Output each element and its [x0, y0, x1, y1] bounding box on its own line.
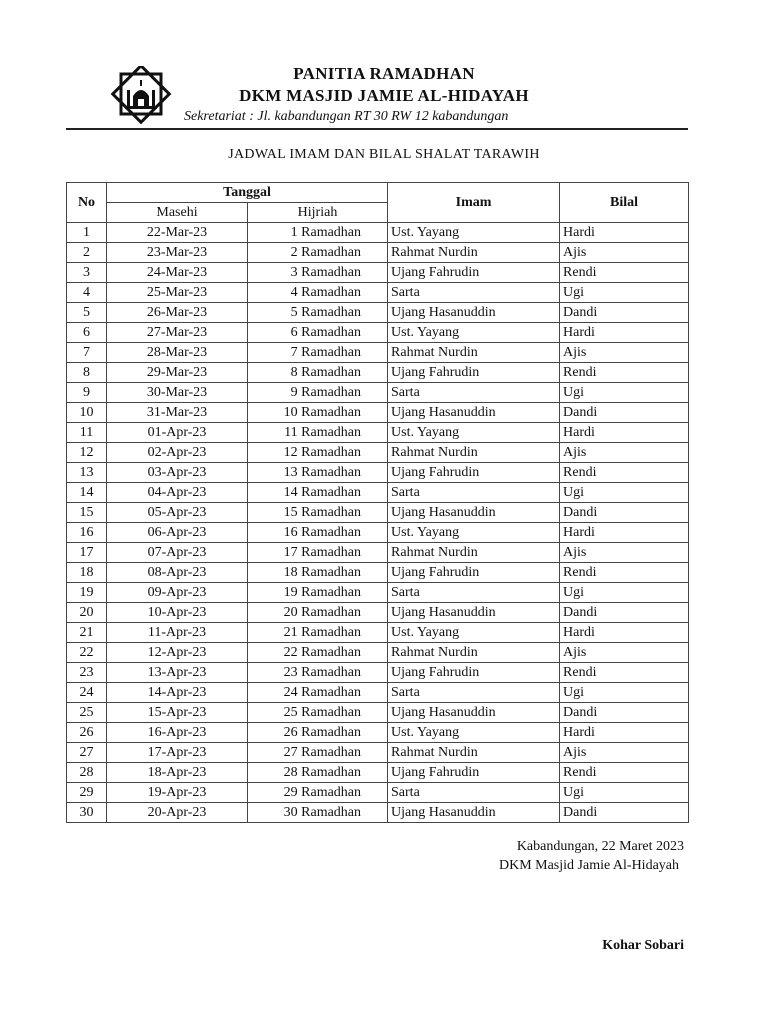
cell-masehi: 14-Apr-23: [107, 683, 248, 703]
header-imam: Imam: [388, 183, 560, 223]
cell-no: 7: [67, 343, 107, 363]
cell-masehi: 09-Apr-23: [107, 583, 248, 603]
header-no: No: [67, 183, 107, 223]
cell-bilal: Rendi: [560, 363, 689, 383]
cell-bilal: Ajis: [560, 643, 689, 663]
cell-hijriah: 18 Ramadhan: [248, 563, 388, 583]
cell-hijriah: 16 Ramadhan: [248, 523, 388, 543]
cell-hijriah: 8 Ramadhan: [248, 363, 388, 383]
cell-hijriah: 25 Ramadhan: [248, 703, 388, 723]
cell-bilal: Dandi: [560, 303, 689, 323]
cell-bilal: Hardi: [560, 723, 689, 743]
cell-masehi: 11-Apr-23: [107, 623, 248, 643]
cell-imam: Ujang Hasanuddin: [388, 303, 560, 323]
table-row: [67, 463, 689, 483]
table-row: [67, 663, 689, 683]
table-row: [67, 803, 689, 823]
cell-hijriah: 4 Ramadhan: [248, 283, 388, 303]
cell-masehi: 13-Apr-23: [107, 663, 248, 683]
mosque-name: DKM MASJID JAMIE AL-HIDAYAH: [239, 86, 529, 105]
cell-hijriah: 6 Ramadhan: [248, 323, 388, 343]
cell-imam: Sarta: [388, 483, 560, 503]
cell-hijriah: 3 Ramadhan: [248, 263, 388, 283]
cell-bilal: Hardi: [560, 623, 689, 643]
table-row: [67, 263, 689, 283]
cell-imam: Rahmat Nurdin: [388, 343, 560, 363]
cell-hijriah: 20 Ramadhan: [248, 603, 388, 623]
table-row: [67, 403, 689, 423]
cell-bilal: Hardi: [560, 323, 689, 343]
cell-bilal: Hardi: [560, 223, 689, 243]
cell-no: 19: [67, 583, 107, 603]
cell-bilal: Ajis: [560, 243, 689, 263]
cell-imam: Rahmat Nurdin: [388, 643, 560, 663]
cell-masehi: 29-Mar-23: [107, 363, 248, 383]
table-row: [67, 723, 689, 743]
cell-hijriah: 10 Ramadhan: [248, 403, 388, 423]
cell-hijriah: 17 Ramadhan: [248, 543, 388, 563]
cell-no: 20: [67, 603, 107, 623]
header-tanggal: Tanggal: [107, 183, 388, 203]
table-row: [67, 623, 689, 643]
cell-bilal: Dandi: [560, 703, 689, 723]
cell-imam: Ust. Yayang: [388, 223, 560, 243]
cell-hijriah: 30 Ramadhan: [248, 803, 388, 823]
cell-imam: Ujang Fahrudin: [388, 463, 560, 483]
cell-bilal: Ugi: [560, 683, 689, 703]
cell-bilal: Ajis: [560, 743, 689, 763]
cell-masehi: 17-Apr-23: [107, 743, 248, 763]
cell-masehi: 27-Mar-23: [107, 323, 248, 343]
cell-hijriah: 11 Ramadhan: [248, 423, 388, 443]
table-row: [67, 503, 689, 523]
table-row: [67, 563, 689, 583]
cell-imam: Ujang Hasanuddin: [388, 503, 560, 523]
header-hijriah: Hijriah: [248, 203, 388, 223]
schedule-table: [66, 182, 689, 823]
cell-bilal: Dandi: [560, 503, 689, 523]
cell-hijriah: 27 Ramadhan: [248, 743, 388, 763]
cell-no: 11: [67, 423, 107, 443]
cell-masehi: 25-Mar-23: [107, 283, 248, 303]
cell-imam: Rahmat Nurdin: [388, 743, 560, 763]
cell-no: 21: [67, 623, 107, 643]
cell-masehi: 04-Apr-23: [107, 483, 248, 503]
table-row: [67, 363, 689, 383]
cell-masehi: 26-Mar-23: [107, 303, 248, 323]
committee-title: PANITIA RAMADHAN: [293, 64, 475, 83]
cell-bilal: Ugi: [560, 783, 689, 803]
cell-no: 2: [67, 243, 107, 263]
cell-no: 1: [67, 223, 107, 243]
cell-hijriah: 21 Ramadhan: [248, 623, 388, 643]
table-row: [67, 543, 689, 563]
cell-imam: Ujang Fahrudin: [388, 763, 560, 783]
cell-masehi: 28-Mar-23: [107, 343, 248, 363]
cell-no: 23: [67, 663, 107, 683]
cell-bilal: Dandi: [560, 803, 689, 823]
table-row: [67, 243, 689, 263]
cell-bilal: Rendi: [560, 763, 689, 783]
table-row: [67, 443, 689, 463]
cell-hijriah: 19 Ramadhan: [248, 583, 388, 603]
cell-masehi: 12-Apr-23: [107, 643, 248, 663]
cell-masehi: 19-Apr-23: [107, 783, 248, 803]
document-title: JADWAL IMAM DAN BILAL SHALAT TARAWIH: [228, 147, 540, 162]
cell-imam: Ust. Yayang: [388, 323, 560, 343]
cell-bilal: Rendi: [560, 263, 689, 283]
cell-no: 25: [67, 703, 107, 723]
cell-imam: Ujang Fahrudin: [388, 563, 560, 583]
table-row: [67, 343, 689, 363]
cell-hijriah: 22 Ramadhan: [248, 643, 388, 663]
signer-name: Kohar Sobari: [602, 938, 684, 953]
cell-hijriah: 9 Ramadhan: [248, 383, 388, 403]
cell-imam: Ujang Hasanuddin: [388, 603, 560, 623]
cell-no: 28: [67, 763, 107, 783]
cell-bilal: Hardi: [560, 423, 689, 443]
cell-bilal: Rendi: [560, 563, 689, 583]
cell-imam: Rahmat Nurdin: [388, 543, 560, 563]
header-divider: [66, 128, 688, 130]
cell-imam: Sarta: [388, 583, 560, 603]
cell-hijriah: 2 Ramadhan: [248, 243, 388, 263]
cell-masehi: 23-Mar-23: [107, 243, 248, 263]
cell-no: 3: [67, 263, 107, 283]
cell-no: 9: [67, 383, 107, 403]
cell-masehi: 06-Apr-23: [107, 523, 248, 543]
cell-masehi: 31-Mar-23: [107, 403, 248, 423]
cell-imam: Ust. Yayang: [388, 523, 560, 543]
cell-bilal: Ugi: [560, 383, 689, 403]
cell-bilal: Ajis: [560, 543, 689, 563]
cell-hijriah: 14 Ramadhan: [248, 483, 388, 503]
cell-bilal: Dandi: [560, 603, 689, 623]
cell-hijriah: 5 Ramadhan: [248, 303, 388, 323]
table-row: [67, 683, 689, 703]
cell-masehi: 03-Apr-23: [107, 463, 248, 483]
cell-imam: Ust. Yayang: [388, 423, 560, 443]
table-row: [67, 303, 689, 323]
cell-no: 4: [67, 283, 107, 303]
table-row: [67, 603, 689, 623]
table-row: [67, 703, 689, 723]
cell-no: 15: [67, 503, 107, 523]
cell-masehi: 22-Mar-23: [107, 223, 248, 243]
cell-no: 24: [67, 683, 107, 703]
cell-masehi: 10-Apr-23: [107, 603, 248, 623]
table-row: [67, 323, 689, 343]
cell-masehi: 16-Apr-23: [107, 723, 248, 743]
cell-bilal: Ugi: [560, 283, 689, 303]
cell-hijriah: 28 Ramadhan: [248, 763, 388, 783]
cell-masehi: 02-Apr-23: [107, 443, 248, 463]
cell-imam: Ujang Fahrudin: [388, 263, 560, 283]
cell-no: 29: [67, 783, 107, 803]
cell-bilal: Ajis: [560, 343, 689, 363]
table-row: [67, 283, 689, 303]
place-date: Kabandungan, 22 Maret 2023: [516, 839, 684, 854]
cell-no: 13: [67, 463, 107, 483]
cell-no: 18: [67, 563, 107, 583]
cell-hijriah: 24 Ramadhan: [248, 683, 388, 703]
cell-masehi: 30-Mar-23: [107, 383, 248, 403]
cell-no: 5: [67, 303, 107, 323]
organization-name: DKM Masjid Jamie Al-Hidayah: [498, 858, 679, 873]
cell-hijriah: 12 Ramadhan: [248, 443, 388, 463]
cell-no: 12: [67, 443, 107, 463]
table-row: [67, 743, 689, 763]
table-row: [67, 583, 689, 603]
cell-imam: Ust. Yayang: [388, 623, 560, 643]
cell-imam: Sarta: [388, 383, 560, 403]
cell-no: 17: [67, 543, 107, 563]
cell-hijriah: 23 Ramadhan: [248, 663, 388, 683]
cell-bilal: Dandi: [560, 403, 689, 423]
cell-hijriah: 15 Ramadhan: [248, 503, 388, 523]
table-row: [67, 383, 689, 403]
cell-masehi: 01-Apr-23: [107, 423, 248, 443]
cell-masehi: 07-Apr-23: [107, 543, 248, 563]
cell-imam: Ujang Hasanuddin: [388, 703, 560, 723]
table-row: [67, 763, 689, 783]
cell-bilal: Rendi: [560, 463, 689, 483]
cell-imam: Rahmat Nurdin: [388, 243, 560, 263]
cell-imam: Ujang Hasanuddin: [388, 803, 560, 823]
cell-no: 30: [67, 803, 107, 823]
cell-no: 8: [67, 363, 107, 383]
cell-hijriah: 29 Ramadhan: [248, 783, 388, 803]
cell-no: 6: [67, 323, 107, 343]
cell-imam: Ujang Hasanuddin: [388, 403, 560, 423]
secretariat-address: Sekretariat : Jl. kabandungan RT 30 RW 12 kabandungan: [184, 109, 509, 124]
cell-hijriah: 7 Ramadhan: [248, 343, 388, 363]
header-masehi: Masehi: [107, 203, 248, 223]
cell-hijriah: 13 Ramadhan: [248, 463, 388, 483]
cell-no: 10: [67, 403, 107, 423]
cell-bilal: Ugi: [560, 583, 689, 603]
table-row: [67, 783, 689, 803]
cell-masehi: 05-Apr-23: [107, 503, 248, 523]
cell-no: 26: [67, 723, 107, 743]
cell-bilal: Rendi: [560, 663, 689, 683]
cell-masehi: 24-Mar-23: [107, 263, 248, 283]
cell-no: 27: [67, 743, 107, 763]
cell-masehi: 20-Apr-23: [107, 803, 248, 823]
cell-hijriah: 26 Ramadhan: [248, 723, 388, 743]
cell-imam: Sarta: [388, 683, 560, 703]
table-row: [67, 483, 689, 503]
cell-imam: Sarta: [388, 783, 560, 803]
cell-hijriah: 1 Ramadhan: [248, 223, 388, 243]
table-row: [67, 523, 689, 543]
cell-imam: Ujang Fahrudin: [388, 663, 560, 683]
cell-imam: Ust. Yayang: [388, 723, 560, 743]
cell-no: 14: [67, 483, 107, 503]
table-row: [67, 223, 689, 243]
cell-masehi: 08-Apr-23: [107, 563, 248, 583]
cell-masehi: 18-Apr-23: [107, 763, 248, 783]
cell-imam: Rahmat Nurdin: [388, 443, 560, 463]
cell-imam: Ujang Fahrudin: [388, 363, 560, 383]
cell-masehi: 15-Apr-23: [107, 703, 248, 723]
cell-bilal: Ugi: [560, 483, 689, 503]
cell-no: 22: [67, 643, 107, 663]
cell-imam: Sarta: [388, 283, 560, 303]
table-row: [67, 423, 689, 443]
cell-bilal: Ajis: [560, 443, 689, 463]
header-bilal: Bilal: [560, 183, 689, 223]
table-row: [67, 643, 689, 663]
cell-no: 16: [67, 523, 107, 543]
cell-bilal: Hardi: [560, 523, 689, 543]
